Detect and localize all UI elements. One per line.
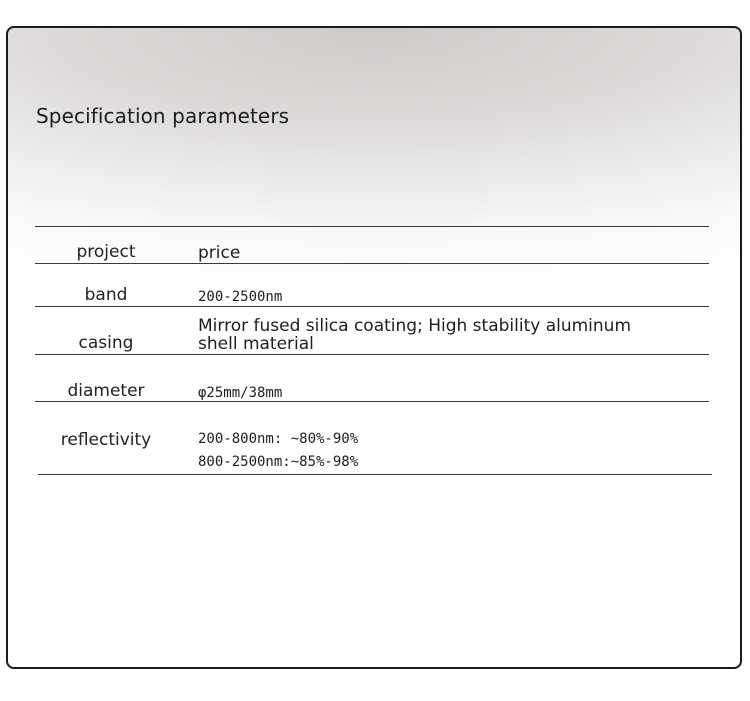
row-value-band: 200-2500nm bbox=[198, 289, 283, 305]
row-label-casing: casing bbox=[78, 333, 134, 353]
table-rule-diameter bbox=[35, 401, 709, 402]
table-rule-bottom bbox=[38, 474, 712, 475]
row-value-reflectivity-line1: 200-800nm: ~80%-90% bbox=[198, 431, 359, 447]
table-rule-casing bbox=[35, 354, 709, 355]
row-value-casing-line1: Mirror fused silica coating; High stability aluminum bbox=[198, 316, 632, 336]
row-value-diameter: φ25mm/38mm bbox=[198, 385, 283, 401]
row-value-casing-line2: shell material bbox=[198, 334, 314, 354]
table-rule-header bbox=[35, 263, 709, 264]
row-label-band: band bbox=[84, 285, 128, 305]
page-title: Specification parameters bbox=[36, 104, 290, 128]
row-value-reflectivity bbox=[198, 428, 358, 474]
row-value-reflectivity-line2: 800-2500nm:~85%-98% bbox=[198, 454, 359, 470]
header-label-price: price bbox=[198, 243, 241, 263]
spec-card bbox=[6, 26, 742, 669]
row-label-diameter: diameter bbox=[67, 381, 145, 401]
table-rule-top bbox=[35, 226, 709, 227]
row-value-casing bbox=[198, 317, 631, 353]
row-label-reflectivity: reflectivity bbox=[60, 430, 152, 450]
table-rule-band bbox=[35, 306, 709, 307]
header-label-project: project bbox=[76, 242, 136, 262]
